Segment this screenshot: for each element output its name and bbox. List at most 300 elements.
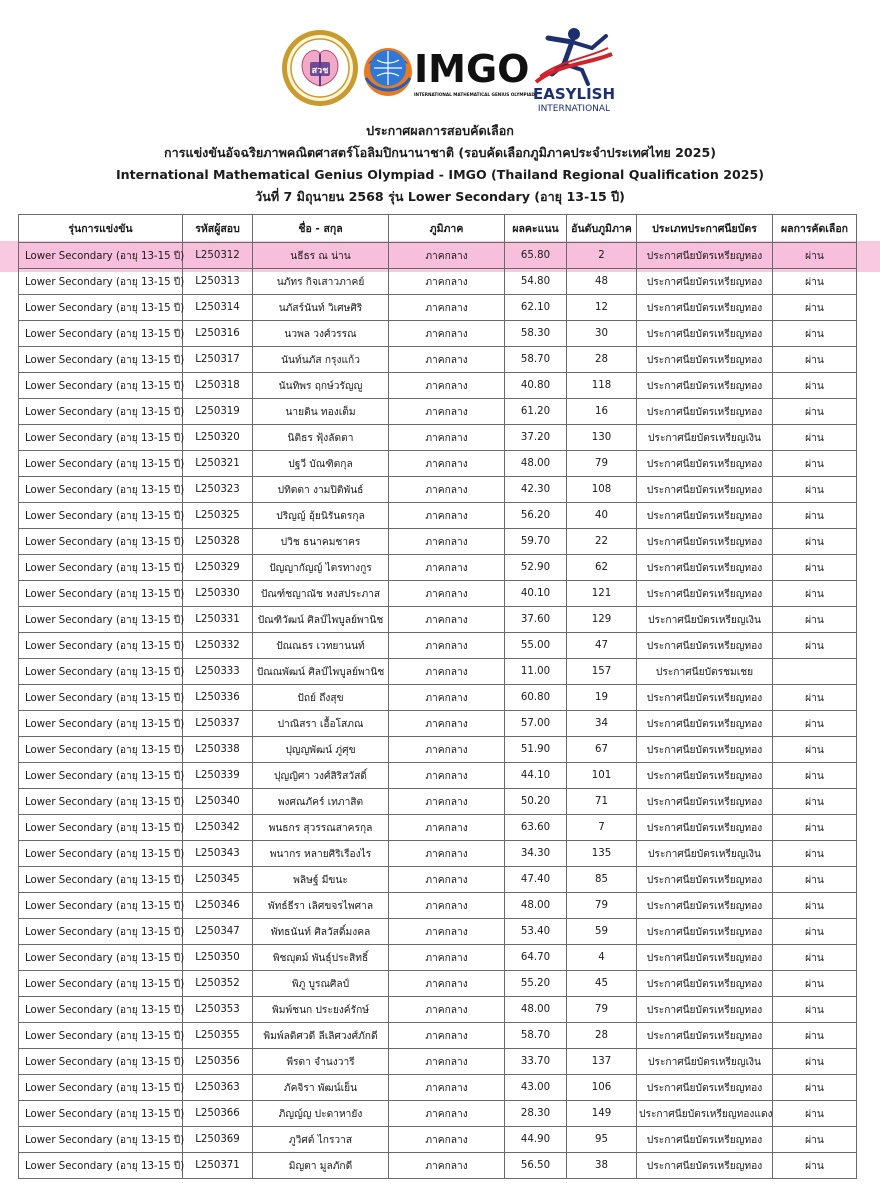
cell-certificate-type: ประกาศนียบัตรเหรียญทอง [637,373,773,399]
cell-score: 60.80 [505,685,567,711]
table-row [19,763,857,789]
cell-selection-result: ผ่าน [773,711,857,737]
cell-selection-result: ผ่าน [773,503,857,529]
cell-score: 55.00 [505,633,567,659]
svg-text:IMGO: IMGO [414,47,530,91]
cell-competition-level: Lower Secondary (อายุ 13-15 ปี) [19,971,183,997]
cell-competition-level: Lower Secondary (อายุ 13-15 ปี) [19,321,183,347]
cell-candidate-name: ปุญญิศา วงศ์สิริสวัสดิ์ [253,763,389,789]
cell-score: 64.70 [505,945,567,971]
cell-region: ภาคกลาง [389,347,505,373]
cell-score: 40.80 [505,373,567,399]
cell-candidate-name: นิติธร ฟุ้งลัดดา [253,425,389,451]
cell-certificate-type: ประกาศนียบัตรเหรียญทอง [637,451,773,477]
cell-candidate-name: ภิญญ์ญ ปะดาหายัง [253,1101,389,1127]
cell-regional-rank: 38 [567,1153,637,1179]
cell-selection-result: ผ่าน [773,867,857,893]
svg-text:สวช: สวช [311,66,329,76]
cell-selection-result: ผ่าน [773,763,857,789]
table-row [19,997,857,1023]
cell-candidate-id: L250337 [183,711,253,737]
cell-selection-result: ผ่าน [773,971,857,997]
heading-line-2: การแข่งขันอัจฉริยภาพคณิตศาสตร์โอลิมปิกนานาชาติ (รอบคัดเลือกภูมิภาคประจำประเทศไทย 2025) [164,145,716,160]
cell-candidate-name: ปุญญพัฒน์ ภู่ศุข [253,737,389,763]
table-row [19,789,857,815]
cell-regional-rank: 121 [567,581,637,607]
cell-selection-result: ผ่าน [773,243,857,269]
cell-regional-rank: 157 [567,659,637,685]
cell-region: ภาคกลาง [389,581,505,607]
cell-candidate-id: L250330 [183,581,253,607]
cell-selection-result: ผ่าน [773,347,857,373]
cell-candidate-name: ปัถย์ ถึงสุข [253,685,389,711]
cell-candidate-id: L250363 [183,1075,253,1101]
heading-line-4: วันที่ 7 มิถุนายน 2568 รุ่น Lower Secondary (อายุ 13-15 ปี) [255,189,625,204]
cell-selection-result: ผ่าน [773,945,857,971]
cell-candidate-id: L250319 [183,399,253,425]
cell-regional-rank: 2 [567,243,637,269]
cell-candidate-id: L250353 [183,997,253,1023]
cell-candidate-id: L250356 [183,1049,253,1075]
table-row [19,919,857,945]
cell-score: 42.30 [505,477,567,503]
cell-candidate-name: ปวิช ธนาคมชาคร [253,529,389,555]
cell-competition-level: Lower Secondary (อายุ 13-15 ปี) [19,737,183,763]
cell-score: 54.80 [505,269,567,295]
cell-selection-result: ผ่าน [773,1023,857,1049]
cell-score: 52.90 [505,555,567,581]
column-header-candidate-id: รหัสผู้สอบ [183,215,253,243]
table-row [19,451,857,477]
table-row [19,1127,857,1153]
cell-regional-rank: 79 [567,997,637,1023]
table-row [19,477,857,503]
cell-certificate-type: ประกาศนียบัตรเหรียญทอง [637,581,773,607]
column-header-competition-level: รุ่นการแข่งขัน [19,215,183,243]
cell-selection-result [773,659,857,685]
cell-candidate-id: L250350 [183,945,253,971]
cell-competition-level: Lower Secondary (อายุ 13-15 ปี) [19,477,183,503]
cell-candidate-id: L250331 [183,607,253,633]
cell-competition-level: Lower Secondary (อายุ 13-15 ปี) [19,1127,183,1153]
cell-certificate-type: ประกาศนียบัตรเหรียญทอง [637,1075,773,1101]
cell-certificate-type: ประกาศนียบัตรเหรียญทอง [637,945,773,971]
cell-selection-result: ผ่าน [773,997,857,1023]
cell-competition-level: Lower Secondary (อายุ 13-15 ปี) [19,633,183,659]
cell-regional-rank: 106 [567,1075,637,1101]
cell-region: ภาคกลาง [389,1075,505,1101]
cell-certificate-type: ประกาศนียบัตรเหรียญทอง [637,633,773,659]
cell-candidate-id: L250333 [183,659,253,685]
cell-certificate-type: ประกาศนียบัตรเหรียญทอง [637,295,773,321]
cell-candidate-name: ปฐวี บัณฑิตกุล [253,451,389,477]
cell-selection-result: ผ่าน [773,737,857,763]
cell-competition-level: Lower Secondary (อายุ 13-15 ปี) [19,1049,183,1075]
cell-region: ภาคกลาง [389,997,505,1023]
table-row [19,659,857,685]
organization-seal-logo [280,28,360,108]
cell-certificate-type: ประกาศนียบัตรเหรียญทอง [637,399,773,425]
cell-competition-level: Lower Secondary (อายุ 13-15 ปี) [19,425,183,451]
svg-text:INTERNATIONAL MATHEMATICAL GEN: INTERNATIONAL MATHEMATICAL GENIUS OLYMPIAD [414,92,535,97]
cell-competition-level: Lower Secondary (อายุ 13-15 ปี) [19,399,183,425]
cell-regional-rank: 7 [567,815,637,841]
cell-regional-rank: 59 [567,919,637,945]
cell-selection-result: ผ่าน [773,893,857,919]
cell-selection-result: ผ่าน [773,399,857,425]
cell-competition-level: Lower Secondary (อายุ 13-15 ปี) [19,1075,183,1101]
cell-selection-result: ผ่าน [773,685,857,711]
cell-competition-level: Lower Secondary (อายุ 13-15 ปี) [19,919,183,945]
cell-regional-rank: 135 [567,841,637,867]
cell-region: ภาคกลาง [389,919,505,945]
cell-candidate-name: พิมพ์ลดิศวดี ลีเลิศวงศ์ภักดี [253,1023,389,1049]
heading-line-1: ประกาศผลการสอบคัดเลือก [366,123,514,138]
cell-selection-result: ผ่าน [773,919,857,945]
cell-competition-level: Lower Secondary (อายุ 13-15 ปี) [19,685,183,711]
cell-region: ภาคกลาง [389,295,505,321]
cell-region: ภาคกลาง [389,425,505,451]
cell-candidate-name: พงศณภัคร์ เทภาสิต [253,789,389,815]
cell-selection-result: ผ่าน [773,425,857,451]
cell-candidate-id: L250336 [183,685,253,711]
cell-certificate-type: ประกาศนียบัตรเหรียญทอง [637,477,773,503]
cell-competition-level: Lower Secondary (อายุ 13-15 ปี) [19,451,183,477]
cell-candidate-id: L250332 [183,633,253,659]
cell-score: 11.00 [505,659,567,685]
cell-candidate-id: L250313 [183,269,253,295]
cell-candidate-id: L250347 [183,919,253,945]
cell-certificate-type: ประกาศนียบัตรเหรียญทอง [637,737,773,763]
cell-selection-result: ผ่าน [773,477,857,503]
cell-candidate-id: L250328 [183,529,253,555]
table-row [19,1049,857,1075]
cell-selection-result: ผ่าน [773,321,857,347]
cell-candidate-name: ปริญญ์ อุ้ยนิรันดรกุล [253,503,389,529]
cell-candidate-id: L250369 [183,1127,253,1153]
cell-candidate-name: ปัณณธร เวทยานนท์ [253,633,389,659]
table-row [19,711,857,737]
table-row [19,399,857,425]
cell-score: 44.90 [505,1127,567,1153]
announcement-heading [0,120,880,208]
cell-candidate-id: L250355 [183,1023,253,1049]
cell-score: 58.30 [505,321,567,347]
cell-selection-result: ผ่าน [773,1127,857,1153]
cell-region: ภาคกลาง [389,1101,505,1127]
table-row [19,581,857,607]
cell-regional-rank: 85 [567,867,637,893]
cell-selection-result: ผ่าน [773,269,857,295]
table-row [19,321,857,347]
cell-certificate-type: ประกาศนียบัตรเหรียญเงิน [637,425,773,451]
cell-region: ภาคกลาง [389,399,505,425]
cell-candidate-name: นันทิพร ฤกษ์วรัญญู [253,373,389,399]
table-row [19,841,857,867]
cell-region: ภาคกลาง [389,971,505,997]
cell-competition-level: Lower Secondary (อายุ 13-15 ปี) [19,945,183,971]
cell-regional-rank: 79 [567,451,637,477]
cell-competition-level: Lower Secondary (อายุ 13-15 ปี) [19,893,183,919]
column-header-score: ผลคะแนน [505,215,567,243]
table-row [19,295,857,321]
cell-score: 62.10 [505,295,567,321]
cell-certificate-type: ประกาศนียบัตรเหรียญเงิน [637,607,773,633]
column-header-selection-result: ผลการคัดเลือก [773,215,857,243]
table-row [19,867,857,893]
table-row [19,373,857,399]
cell-regional-rank: 28 [567,1023,637,1049]
cell-certificate-type: ประกาศนียบัตรเหรียญทอง [637,789,773,815]
cell-region: ภาคกลาง [389,373,505,399]
cell-certificate-type: ประกาศนียบัตรเหรียญทอง [637,711,773,737]
cell-selection-result: ผ่าน [773,529,857,555]
cell-region: ภาคกลาง [389,1153,505,1179]
cell-regional-rank: 130 [567,425,637,451]
cell-candidate-id: L250340 [183,789,253,815]
cell-certificate-type: ประกาศนียบัตรเหรียญทอง [637,503,773,529]
cell-certificate-type: ประกาศนียบัตรเหรียญทอง [637,529,773,555]
cell-region: ภาคกลาง [389,503,505,529]
cell-candidate-id: L250314 [183,295,253,321]
cell-candidate-id: L250338 [183,737,253,763]
cell-certificate-type: ประกาศนียบัตรชมเชย [637,659,773,685]
cell-selection-result: ผ่าน [773,633,857,659]
cell-region: ภาคกลาง [389,763,505,789]
cell-score: 48.00 [505,997,567,1023]
column-header-region: ภูมิภาค [389,215,505,243]
cell-regional-rank: 118 [567,373,637,399]
cell-candidate-id: L250325 [183,503,253,529]
column-header-certificate-type: ประเภทประกาศนียบัตร [637,215,773,243]
cell-competition-level: Lower Secondary (อายุ 13-15 ปี) [19,269,183,295]
cell-score: 51.90 [505,737,567,763]
cell-candidate-name: พนากร หลายศิริเรืองไร [253,841,389,867]
table-row [19,529,857,555]
cell-score: 56.20 [505,503,567,529]
cell-candidate-name: นายดิน ทองเต็ม [253,399,389,425]
cell-candidate-name: พิมพ์ชนก ประยงค์รักษ์ [253,997,389,1023]
cell-score: 48.00 [505,451,567,477]
cell-competition-level: Lower Secondary (อายุ 13-15 ปี) [19,503,183,529]
cell-regional-rank: 137 [567,1049,637,1075]
heading-line-3: International Mathematical Genius Olympiad - IMGO (Thailand Regional Qualification 2025) [115,167,764,182]
cell-regional-rank: 101 [567,763,637,789]
cell-candidate-name: มิญตา มูลภักดี [253,1153,389,1179]
cell-score: 63.60 [505,815,567,841]
cell-score: 43.00 [505,1075,567,1101]
cell-certificate-type: ประกาศนียบัตรเหรียญทอง [637,893,773,919]
cell-competition-level: Lower Secondary (อายุ 13-15 ปี) [19,711,183,737]
cell-candidate-id: L250317 [183,347,253,373]
cell-competition-level: Lower Secondary (อายุ 13-15 ปี) [19,373,183,399]
cell-candidate-name: พัทธนันท์ ศิลวัสดิ์มงคล [253,919,389,945]
cell-region: ภาคกลาง [389,451,505,477]
cell-score: 58.70 [505,347,567,373]
cell-region: ภาคกลาง [389,1049,505,1075]
cell-region: ภาคกลาง [389,685,505,711]
cell-competition-level: Lower Secondary (อายุ 13-15 ปี) [19,1023,183,1049]
cell-competition-level: Lower Secondary (อายุ 13-15 ปี) [19,243,183,269]
table-row [19,1153,857,1179]
cell-score: 33.70 [505,1049,567,1075]
cell-regional-rank: 108 [567,477,637,503]
cell-regional-rank: 149 [567,1101,637,1127]
cell-competition-level: Lower Secondary (อายุ 13-15 ปี) [19,997,183,1023]
table-row [19,633,857,659]
cell-candidate-name: นภัสร์นันท์ วิเศษศิริ [253,295,389,321]
cell-candidate-name: นภัทร กิจเสาวภาคย์ [253,269,389,295]
cell-candidate-name: พลิษฐ์ มีขนะ [253,867,389,893]
cell-regional-rank: 40 [567,503,637,529]
table-row [19,893,857,919]
cell-regional-rank: 62 [567,555,637,581]
cell-region: ภาคกลาง [389,815,505,841]
table-row [19,1075,857,1101]
table-row [19,945,857,971]
table-row [19,685,857,711]
table-row [19,737,857,763]
cell-competition-level: Lower Secondary (อายุ 13-15 ปี) [19,659,183,685]
table-row [19,503,857,529]
cell-region: ภาคกลาง [389,867,505,893]
cell-certificate-type: ประกาศนียบัตรเหรียญทอง [637,243,773,269]
cell-region: ภาคกลาง [389,269,505,295]
cell-score: 65.80 [505,243,567,269]
cell-candidate-id: L250342 [183,815,253,841]
cell-regional-rank: 48 [567,269,637,295]
cell-candidate-name: พีรดา จำนงวารี [253,1049,389,1075]
cell-region: ภาคกลาง [389,1127,505,1153]
column-header-candidate-name: ชื่อ - สกุล [253,215,389,243]
easylish-logo [528,24,620,114]
cell-candidate-name: พิภู บูรณศิลป์ [253,971,389,997]
cell-region: ภาคกลาง [389,841,505,867]
svg-text:INTERNATIONAL: INTERNATIONAL [537,104,611,114]
table-header [19,215,857,243]
cell-competition-level: Lower Secondary (อายุ 13-15 ปี) [19,555,183,581]
cell-competition-level: Lower Secondary (อายุ 13-15 ปี) [19,347,183,373]
cell-region: ภาคกลาง [389,659,505,685]
cell-score: 48.00 [505,893,567,919]
cell-regional-rank: 129 [567,607,637,633]
cell-candidate-name: ภูวิศต์ ไกรวาส [253,1127,389,1153]
cell-selection-result: ผ่าน [773,607,857,633]
cell-certificate-type: ประกาศนียบัตรเหรียญทอง [637,763,773,789]
cell-score: 28.30 [505,1101,567,1127]
cell-competition-level: Lower Secondary (อายุ 13-15 ปี) [19,789,183,815]
cell-selection-result: ผ่าน [773,555,857,581]
cell-region: ภาคกลาง [389,789,505,815]
cell-score: 56.50 [505,1153,567,1179]
cell-region: ภาคกลาง [389,711,505,737]
table-row [19,425,857,451]
table-row [19,269,857,295]
cell-candidate-name: ปัณฑิวัฒน์ ศิลป์ไพบูลย์พานิช [253,607,389,633]
cell-competition-level: Lower Secondary (อายุ 13-15 ปี) [19,295,183,321]
cell-regional-rank: 19 [567,685,637,711]
cell-candidate-id: L250318 [183,373,253,399]
cell-score: 59.70 [505,529,567,555]
cell-certificate-type: ประกาศนียบัตรเหรียญทอง [637,1127,773,1153]
cell-selection-result: ผ่าน [773,295,857,321]
cell-candidate-id: L250323 [183,477,253,503]
cell-score: 40.10 [505,581,567,607]
cell-candidate-name: นวพล วงศ์วรรณ [253,321,389,347]
cell-candidate-id: L250316 [183,321,253,347]
cell-candidate-name: ปทิตตา งามปิติพันธ์ [253,477,389,503]
cell-score: 57.00 [505,711,567,737]
cell-competition-level: Lower Secondary (อายุ 13-15 ปี) [19,1153,183,1179]
cell-score: 50.20 [505,789,567,815]
table-row [19,555,857,581]
cell-region: ภาคกลาง [389,1023,505,1049]
cell-candidate-name: นันท์นภัส กรุงแก้ว [253,347,389,373]
cell-regional-rank: 47 [567,633,637,659]
table-row [19,243,857,269]
cell-competition-level: Lower Secondary (อายุ 13-15 ปี) [19,763,183,789]
cell-candidate-id: L250339 [183,763,253,789]
cell-selection-result: ผ่าน [773,841,857,867]
cell-candidate-name: พิชญุตม์ พันธุ์ประสิทธิ์ [253,945,389,971]
cell-certificate-type: ประกาศนียบัตรเหรียญทอง [637,1023,773,1049]
cell-regional-rank: 71 [567,789,637,815]
cell-candidate-id: L250321 [183,451,253,477]
cell-certificate-type: ประกาศนียบัตรเหรียญเงิน [637,1049,773,1075]
cell-regional-rank: 79 [567,893,637,919]
cell-candidate-id: L250329 [183,555,253,581]
cell-selection-result: ผ่าน [773,581,857,607]
cell-score: 34.30 [505,841,567,867]
cell-regional-rank: 30 [567,321,637,347]
cell-regional-rank: 95 [567,1127,637,1153]
cell-certificate-type: ประกาศนียบัตรเหรียญทอง [637,321,773,347]
cell-certificate-type: ประกาศนียบัตรเหรียญทอง [637,815,773,841]
cell-candidate-name: ปัญญากัญญ์ ไตรทางกูร [253,555,389,581]
cell-certificate-type: ประกาศนียบัตรเหรียญเงิน [637,841,773,867]
cell-certificate-type: ประกาศนียบัตรเหรียญทอง [637,685,773,711]
cell-certificate-type: ประกาศนียบัตรเหรียญทอง [637,269,773,295]
cell-region: ภาคกลาง [389,477,505,503]
cell-candidate-id: L250371 [183,1153,253,1179]
cell-score: 44.10 [505,763,567,789]
cell-competition-level: Lower Secondary (อายุ 13-15 ปี) [19,529,183,555]
cell-selection-result: ผ่าน [773,451,857,477]
cell-regional-rank: 12 [567,295,637,321]
cell-selection-result: ผ่าน [773,1101,857,1127]
cell-selection-result: ผ่าน [773,815,857,841]
table-row [19,815,857,841]
cell-region: ภาคกลาง [389,243,505,269]
cell-candidate-name: พนธกร สุวรรณสาครกุล [253,815,389,841]
cell-score: 47.40 [505,867,567,893]
cell-regional-rank: 34 [567,711,637,737]
cell-certificate-type: ประกาศนียบัตรเหรียญทอง [637,347,773,373]
cell-region: ภาคกลาง [389,529,505,555]
cell-region: ภาคกลาง [389,633,505,659]
cell-candidate-id: L250346 [183,893,253,919]
cell-selection-result: ผ่าน [773,1075,857,1101]
cell-competition-level: Lower Secondary (อายุ 13-15 ปี) [19,581,183,607]
header-row [19,215,857,243]
cell-selection-result: ผ่าน [773,1153,857,1179]
cell-regional-rank: 16 [567,399,637,425]
table-body [19,243,857,1179]
cell-candidate-name: นธีธร ณ น่าน [253,243,389,269]
cell-region: ภาคกลาง [389,321,505,347]
cell-certificate-type: ประกาศนียบัตรเหรียญทองแดง [637,1101,773,1127]
cell-region: ภาคกลาง [389,555,505,581]
